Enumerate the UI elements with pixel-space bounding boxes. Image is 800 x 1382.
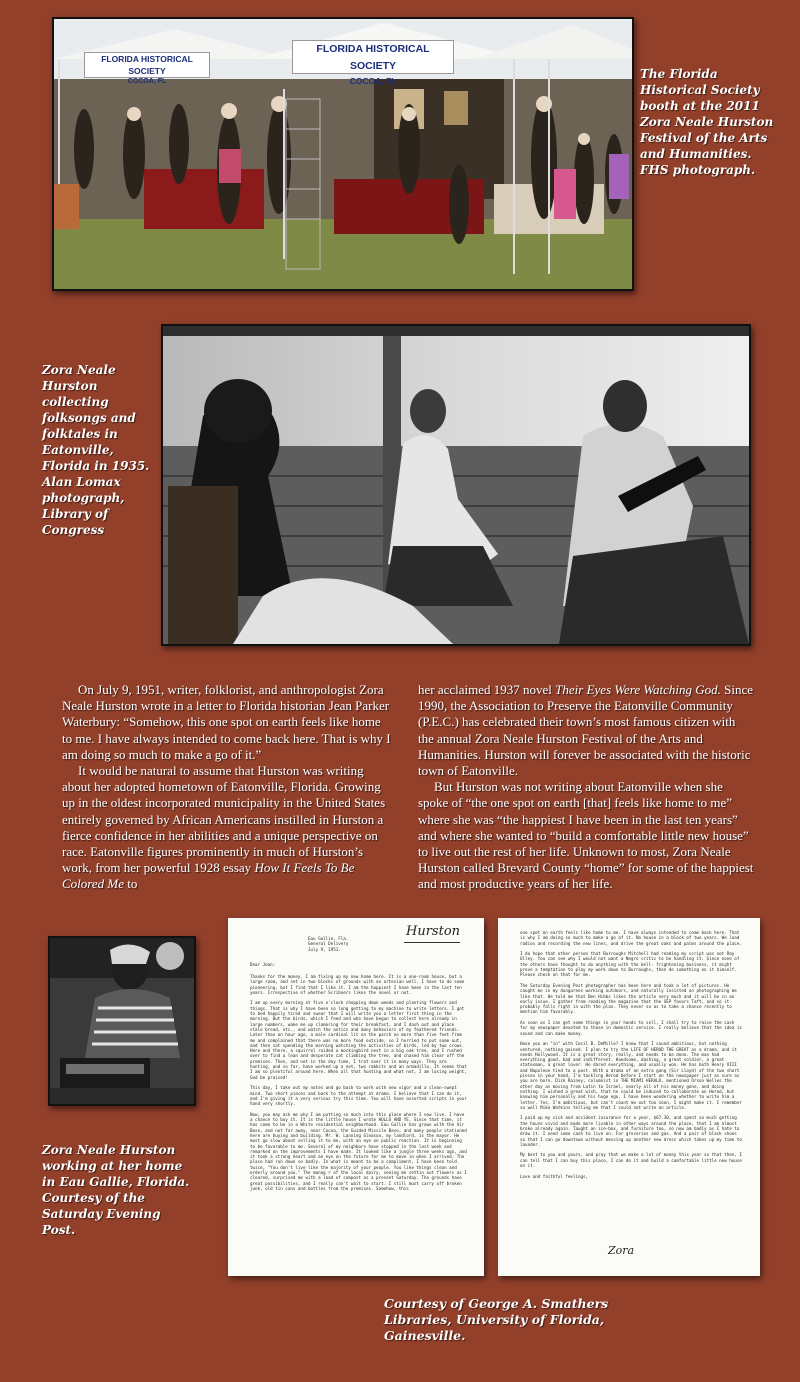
essay-title: How It Feels To Be Colored Me <box>62 860 355 892</box>
article-paragraph-2-end: to <box>123 876 138 892</box>
banner-left <box>84 52 210 85</box>
letter-1-body: Thanks for the money. I am fixing up my new home here. It is a one-room house, but a large room, and set in two blocks of grounds with an artesian well. I have to do some pioneering, but I find that I like it. I am the happiest I have been in the last ten years. Irrespective of whether Scribners likes the novel or not. I am up every morning at five o'clock chopping down weeds and planting flowers and things. That is why I have been so long getting to my machine to write letters. I got to bed happily tired and swear that I will write you a letter first thing in the morning. But the birds, which I feed and who have begun to collect here already in large numbers, wake me up clamoring for their breakfast, and I dash out and place stale bread, etc., and watch the antics and many behaviors of my feathered friends. Later than an hour ago, a male cardinal lit on the porch no more than five feet from me and complained that there was no more food outside, so I hurried to put some out, and then sat spending the morning watching the activities of birds, led by two crows. Here and there, a squirrel raided a mockingbird nest in a big oak tree, and I rushed over to find a lean and desperate cat climbing the tree, and chased him clear off the premises. Then, and not in the day time, I trot over it in many ways. They are hunting, and so far, have worked up a net, two rabbits and an armadillo. It seems that I am so plentiful around here. When all that hunting and what not, I am losing weight, God be praised! This day, I take out my notes and go back to work with new vigor and a clean-swept mind. Two short pieces and back to the attempt at drama. I believe that I can do it, and I'm giving it a very serious try this time. You will have assorted scripts in your hand very shortly. Now, you may ask me why I am putting so much into this place where I now live. I have a chance to buy it. It is the little house I wrote HOLLO AND YE. Since that time, it has come to be in a White residential neighborhood. Eau Gallie has grown with the Air Base, and not far away, near Cocoa, the Guided Missile Base, and many people stationed here are buying and building. Mr. W. Lanning Gleason, my landlord, is the mayor. He must go slow about selling it to me, with an eye on public reaction. It is beginning to be favorable to me. Several of my neighbors have stopped in the last week and remarked on the improvements I have made. It looked like a jungle three weeks ago, and it took a strong heart and an eye on the future for me to move in when I arrived. The place had run down so badly. In what is meant to be a compliment, I have been told twice, "You don't live like the majority of your people. You like things clean and orderly around you." The manag r of the local dairy, seeing me settin out flowers as I cleared, surprised me with a load of compost as a present Saturday. The grounds have great possibilities, and I really can't wait to start. I still must carry off broken junk, old tin cans and bottles from the premises. Somehow, this <box>250 974 467 1191</box>
novel-title: Their Eyes Were Watching God. <box>555 682 721 697</box>
letter-2-signature: Zora <box>608 1244 635 1257</box>
article-paragraph-1: On July 9, 1951, writer, folklorist, and anthropologist Zora Neale Hurston wrote in a letter to Florida historian Jean Parker Waterbury: “Somehow, this one spot on earth feels like home to me. I have always intended to come back here. That is why I am doing so much to make a go of it.” <box>62 682 391 762</box>
banner-left-title: FLORIDA HISTORICAL SOCIETY <box>101 54 193 76</box>
festival-booth-photo <box>52 17 634 291</box>
article-paragraph-2 <box>62 763 394 893</box>
article-paragraph-2-continued <box>418 682 754 779</box>
booth-caption: The Florida Historical Society booth at the 2011 Zora Neale Hurston Festival of the Arts and Humanities. FHS photograph. <box>640 67 774 177</box>
article-paragraph-2b-rest: Since 1990, the Association to Preserve the Eatonville Community (P.E.C.) has celebrated their town’s most famous citizen with the annual Zora Neale Hurston Festival of the Arts and Humanities. Hurston will forever be associated with the historic town of Eatonville. <box>418 682 754 779</box>
eau-gallie-photo <box>48 936 196 1106</box>
letter-page-1 <box>228 918 484 1276</box>
banner-right <box>292 40 454 86</box>
letter-page-2 <box>498 918 760 1276</box>
article-paragraph-2b-start: her acclaimed 1937 novel <box>418 682 556 697</box>
banner-left-subtitle: COCOA, FL <box>127 78 167 85</box>
letter-2-body: one spot on earth feels like home to me. I have always intended to come back here. That is why I am doing so much to make a go of it. No house in a block of two years. We load radios and recording the new lines, and drive the great oaks and palms around the place. I do hope that other person that Burroughs Mitchell had reading my script was not Ray Olley. You can see why I would not want a Negro critic to be handling it. Since none of the others have thought to do anything with the bell- frightening business, it might prove a temptation to play my work down to Burroughs, then do something on it himself. Please check on that for me. The Saturday Evening Post photographer has been here and took a lot of pictures. He caught me in my dungarees working outdoors, and naturally insisted on photographing me like that. He told me that Ben Hibbs likes the article very much and it will be in an early issue. I gather from reading the magazine that the SEP favors Taft, and so it probably falls right in with the plan. They never so as to take a chance recently to mention him favorably. As soon as I can get some things in your hands to sell, I shall try to raise the cash for my newspaper devoted to those in domestic service. I really believe that the idea is sound and can make money. Have you an "in" with Cecil B. DeMille? I know that I sound ambitious, but nothing ventured, nothing gained. I plan to try the LIFE OF HEROD THE GREAT as a drama, and it needs Hollywood. It is a great story, really, and needs to be done. The man had everything good, bad and indifferent. Handsome, dashing, a great soldier, a great statesman, a great lover. He dared everything, and usually won. He has both Henry VIII and Napoleon tied to a post. With a drama of an extra gang (Sir Lloyd) of the two short pieces in your hand, I'm tackling Herod before I start on the newspaper just as sure as you are born. Dick Rainey, columnist in THE MIAMI HERALD, mentioned Orson Welles the other day as moving from Latin to Israel, nearly all of his money gone, and doing nothing. I wished a great wish, that he could be induced to collaborate on Herod, but knowing him personally and his huge ego, I have been wondering whether to write him a letter. Yes, I'm ambitious, but can't count me out too soon, I might make it. I remember so well Mike Watkins telling me that I could not write an article. I paid up my sick and accident insurance for a year, $67.30, and spent so much getting the house vivid and made more livable in other ways around the place, that I am almost broke already again. Taught an ice-box, and furniture too, so now am badly as I hate to draw it. I need some cash to live on. For groceries and gas. And a pair of black shoes so that I can go downtown without messing up another new dress which takes up my time to launder. My best to you and yours, and pray that we make a lot of money this year so that then, I can tell that I can buy this place, I can do it and build a comfortable little new house on it. Love and faithful feelings, <box>520 930 742 1179</box>
article-column-left <box>62 682 394 893</box>
article-paragraph-3: But Hurston was not writing about Eatonville when she spoke of “the one spot on earth [that] feels like home to me” where she was “the happiest I have been in the last ten years” and where she wanted to “build a comfortable little new house” to live out the rest of her life. Unknown to most, Zora Neale Hurston called Brevard County “home” for some of the happiest and most productive years of her life. <box>418 779 754 892</box>
eatonville-caption: Zora Neale Hurston collecting folksongs and folktales in Eatonville, Florida in 1935. Alan Lomax photograph, Library of Congress <box>42 363 150 537</box>
letter-1-heading: Eau Gallie, Fla. General Delivery July 9, 1951. <box>308 936 349 952</box>
eatonville-illustration <box>163 326 749 644</box>
smathers-caption: Courtesy of George A. Smathers Libraries, University of Florida, Gainesville. <box>384 1296 609 1343</box>
article-column-right <box>418 682 754 893</box>
letter-1-salutation: Dear Jean: <box>250 962 276 967</box>
eatonville-photo <box>161 324 751 646</box>
letter-1-signature: Hurston <box>406 924 461 939</box>
article-paragraph-2-text: It would be natural to assume that Hurston was writing about her adopted hometown of Eatonville, Florida. Growing up in the oldest incorporated municipality in the United States entirely governed by African Americans instilled in Hurston a fierce confidence in her abilities and a unique perspective on race. Eatonville figures prominently in much of Hurston’s work, from her powerful 1928 essay <box>62 763 386 876</box>
eau-gallie-caption: Zora Neale Hurston working at her home in Eau Gallie, Florida. Courtesy of the Saturday Evening Post. <box>42 1143 190 1237</box>
eau-gallie-illustration <box>50 938 194 1104</box>
banner-right-subtitle: COCOA, FL <box>349 76 397 86</box>
banner-right-title: FLORIDA HISTORICAL SOCIETY <box>316 43 430 72</box>
